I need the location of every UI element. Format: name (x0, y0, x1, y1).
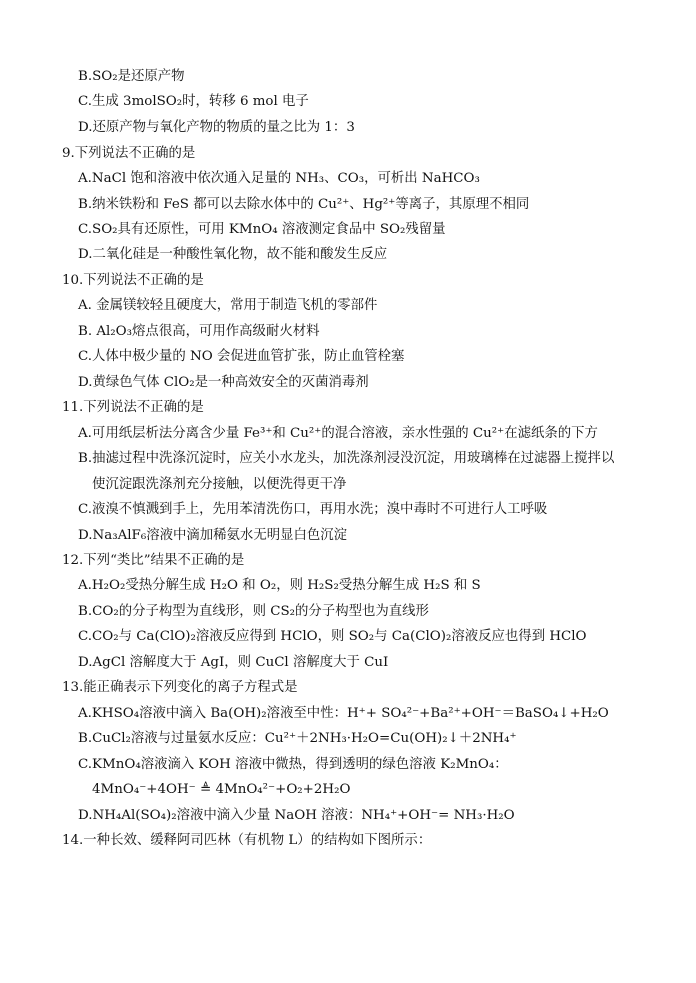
q8-option-d: D.还原产物与氧化产物的物质的量之比为 1：3 (78, 120, 355, 135)
q10-option-a: A. 金属镁较轻且硬度大，常用于制造飞机的零部件 (78, 298, 378, 313)
q13-option-b: B.CuCl₂溶液与过量氨水反应：Cu²⁺＋2NH₃·H₂O=Cu(OH)₂↓＋2NH₄⁺ (78, 731, 517, 746)
q12-option-d: D.AgCl 溶解度大于 AgI，则 CuCl 溶解度大于 CuI (78, 655, 389, 670)
q11-option-d: D.Na₃AlF₆溶液中滴加稀氨水无明显白色沉淀 (78, 528, 348, 543)
q13-option-d: D.NH₄Al(SO₄)₂溶液中滴入少量 NaOH 溶液：NH₄⁺+OH⁻= NH₃·H₂O (78, 808, 515, 823)
q13-stem: 13.能正确表示下列变化的离子方程式是 (62, 680, 298, 695)
q13-option-c-equation: 4MnO₄⁻+4OH⁻ ≜ 4MnO₄²⁻+O₂+2H₂O (92, 782, 351, 797)
q10-option-c: C.人体中极少量的 NO 会促进血管扩张，防止血管栓塞 (78, 349, 405, 364)
q9-option-d: D.二氧化硅是一种酸性氧化物，故不能和酸发生反应 (78, 247, 388, 262)
q11-option-c: C.液溴不慎溅到手上，先用苯清洗伤口，再用水洗；溴中毒时不可进行人工呼吸 (78, 502, 548, 517)
q10-option-d: D.黄绿色气体 ClO₂是一种高效安全的灭菌消毒剂 (78, 375, 369, 390)
q8-option-c: C.生成 3molSO₂时，转移 6 mol 电子 (78, 94, 309, 109)
q11-option-a: A.可用纸层析法分离含少量 Fe³⁺和 Cu²⁺的混合溶液，亲水性强的 Cu²⁺在滤纸条的下方 (78, 426, 598, 441)
q13-option-c: C.KMnO₄溶液滴入 KOH 溶液中微热，得到透明的绿色溶液 K₂MnO₄： (78, 757, 508, 772)
q12-stem: 12.下列“类比”结果不正确的是 (62, 553, 245, 568)
q10-option-b: B. Al₂O₃熔点很高，可用作高级耐火材料 (78, 324, 320, 339)
q8-option-b: B.SO₂是还原产物 (78, 69, 185, 84)
q9-option-a: A.NaCl 饱和溶液中依次通入足量的 NH₃、CO₃，可析出 NaHCO₃ (78, 171, 480, 186)
q9-stem: 9.下列说法不正确的是 (62, 146, 196, 161)
q12-option-a: A.H₂O₂受热分解生成 H₂O 和 O₂，则 H₂S₂受热分解生成 H₂S 和 S (78, 578, 481, 593)
q10-stem: 10.下列说法不正确的是 (62, 273, 204, 288)
q12-option-b: B.CO₂的分子构型为直线形，则 CS₂的分子构型也为直线形 (78, 604, 429, 619)
q14-stem: 14.一种长效、缓释阿司匹林（有机物 L）的结构如下图所示： (62, 833, 432, 848)
q12-option-c: C.CO₂与 Ca(ClO)₂溶液反应得到 HClO，则 SO₂与 Ca(ClO)₂溶液反应也得到 HClO (78, 629, 587, 644)
q9-option-b: B.纳米铁粉和 FeS 都可以去除水体中的 Cu²⁺、Hg²⁺等离子，其原理不相同 (78, 197, 530, 212)
q11-stem: 11.下列说法不正确的是 (62, 400, 204, 415)
q13-option-a: A.KHSO₄溶液中滴入 Ba(OH)₂溶液至中性：H⁺+ SO₄²⁻+Ba²⁺+OH⁻＝BaSO₄↓+H₂O (78, 706, 609, 721)
q11-option-b: B.抽滤过程中洗涤沉淀时，应关小水龙头，加洗涤剂浸没沉淀，用玻璃棒在过滤器上搅拌以 (78, 451, 615, 466)
q11-option-b-cont: 使沉淀跟洗涤剂充分接触，以便洗得更干净 (92, 477, 347, 492)
q9-option-c: C.SO₂具有还原性，可用 KMnO₄ 溶液测定食品中 SO₂残留量 (78, 222, 446, 237)
